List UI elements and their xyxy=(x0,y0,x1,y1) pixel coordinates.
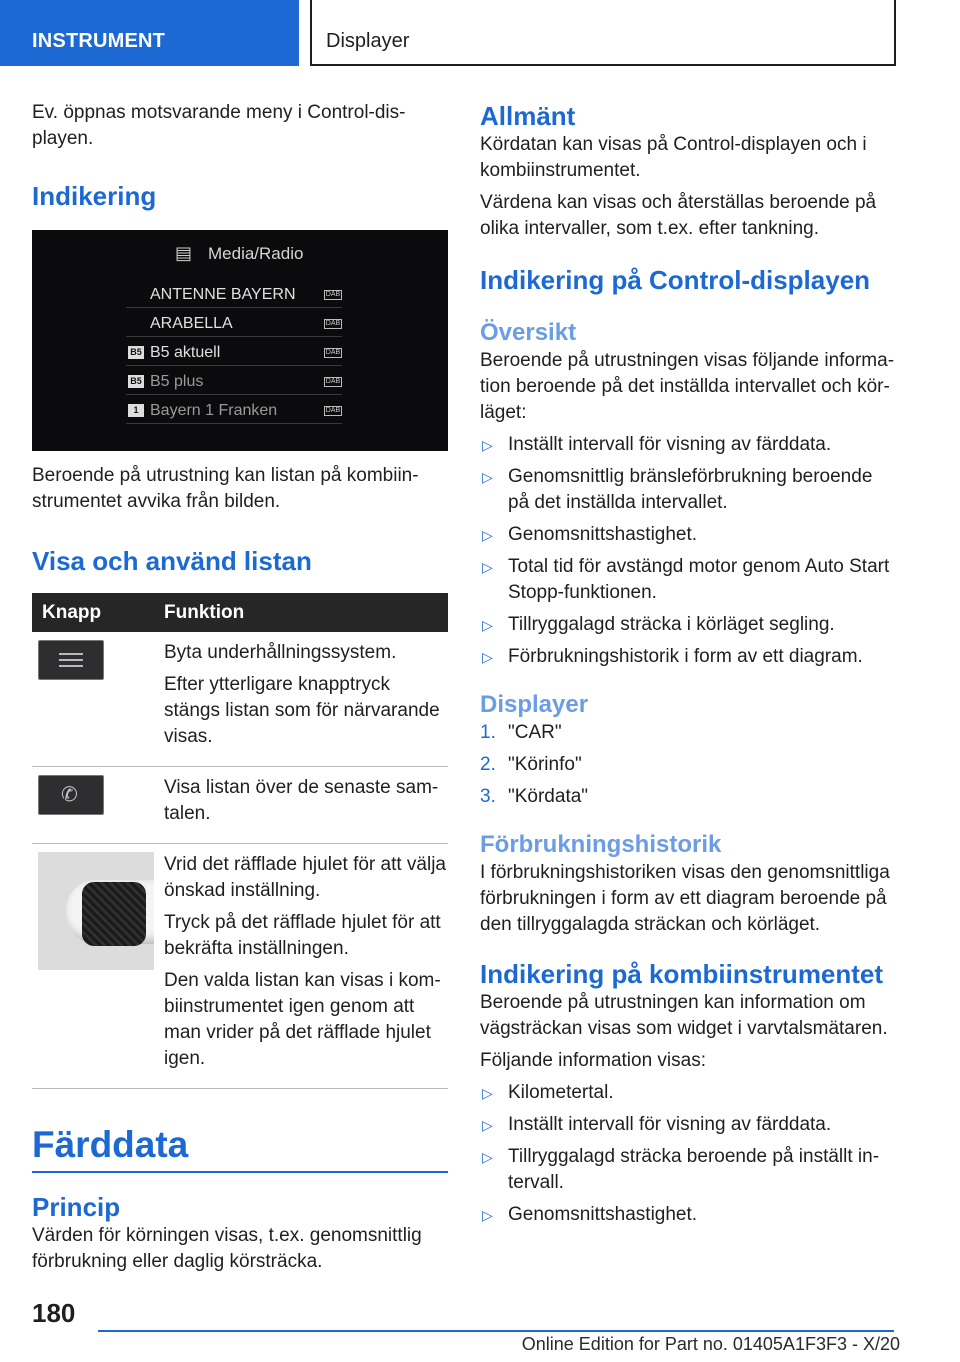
dab-badge: DAB xyxy=(325,407,341,414)
triangle-bullet-icon: ▷ xyxy=(482,527,493,543)
station-label: B5 plus xyxy=(150,373,204,390)
list-item-text: Kilometertal. xyxy=(508,1082,614,1103)
heading-farddata: Färddata xyxy=(32,1124,189,1165)
list-item-text: Genomsnittshastighet. xyxy=(508,524,698,545)
station-row xyxy=(126,282,342,308)
heading-oversikt: Översikt xyxy=(480,319,577,346)
triangle-bullet-icon: ▷ xyxy=(482,559,493,575)
step-number: 3. xyxy=(480,786,496,807)
row2-line1: Visa listan över de senaste samtalen. xyxy=(164,777,439,824)
allmant-paragraph-2: Värdena kan visas och återställas beroende på olika intervaller, som t.ex. efter tankning. xyxy=(480,192,877,239)
station-logo-icon: 1 xyxy=(128,404,144,417)
list-item xyxy=(480,1080,896,1106)
station-row xyxy=(126,311,342,337)
triangle-bullet-icon: ▷ xyxy=(482,437,493,453)
page-number: 180 xyxy=(32,1298,76,1328)
allmant-paragraph-1: Kördatan kan visas på Control-displayen och i kombiinstrumentet. xyxy=(480,134,867,181)
step-number: 1. xyxy=(480,722,496,743)
page-header-title: Displayer xyxy=(310,0,896,66)
controller-knob-icon xyxy=(38,852,154,970)
table-row xyxy=(32,767,448,844)
table-row xyxy=(32,844,448,1089)
media-radio-screenshot xyxy=(32,230,448,451)
oversikt-list xyxy=(480,432,896,670)
displayer-steps xyxy=(480,720,896,810)
step-item xyxy=(480,752,896,778)
list-item-text: Genomsnittlig bränsleförbrukning beroende på det inställda intervallet. xyxy=(508,466,873,513)
triangle-bullet-icon: ▷ xyxy=(482,1085,493,1101)
dab-badge: DAB xyxy=(325,349,341,356)
list-item xyxy=(480,644,896,670)
dab-badge: DAB xyxy=(325,291,341,298)
list-button-icon xyxy=(38,640,104,680)
station-label: ANTENNE BAYERN xyxy=(150,286,296,303)
footer-edition: Online Edition for Part no. 01405A1F3F3 - X/20 xyxy=(521,1334,900,1354)
list-item xyxy=(480,464,896,516)
station-logo-icon: B5 xyxy=(128,346,144,359)
dab-badge: DAB xyxy=(325,320,341,327)
screen-title: Media/Radio xyxy=(208,244,304,263)
step-item xyxy=(480,720,896,746)
table-row xyxy=(32,632,448,767)
list-item-text: Genomsnittshastighet. xyxy=(508,1204,698,1225)
heading-kombi: Indikering på kombiinstrumentet xyxy=(480,959,884,989)
triangle-bullet-icon: ▷ xyxy=(482,469,493,485)
list-item-text: Tillryggalagd sträcka beroende på inställt intervall. xyxy=(508,1146,880,1193)
section-tab: INSTRUMENT xyxy=(0,0,299,66)
footer-rule xyxy=(98,1330,894,1332)
list-item xyxy=(480,522,896,548)
row3-line3: Den valda listan kan visas i kombiinstrumentet igen genom att man vrider på det räfflade hjulet igen. xyxy=(164,970,441,1069)
oversikt-paragraph: Beroende på utrustningen visas följande information beroende på det inställda intervallet och körläget: xyxy=(480,350,895,423)
list-item-text: Inställt intervall för visning av färddata. xyxy=(508,434,832,455)
station-row xyxy=(126,398,342,424)
button-function-table xyxy=(32,593,448,1089)
intro-paragraph: Ev. öppnas motsvarande meny i Control-displayen. xyxy=(32,102,406,149)
kombi-list xyxy=(480,1080,896,1228)
list-item-text: Inställt intervall för visning av färddata. xyxy=(508,1114,832,1135)
row1-line1: Byta underhållningssystem. xyxy=(164,642,397,663)
heading-historik: Förbrukningshistorik xyxy=(480,831,722,858)
dab-badge: DAB xyxy=(325,378,341,385)
triangle-bullet-icon: ▷ xyxy=(482,1117,493,1133)
kombi-paragraph-2: Följande information visas: xyxy=(480,1050,706,1071)
station-row xyxy=(126,340,342,366)
row3-line1: Vrid det räfflade hjulet för att välja önskad inställning. xyxy=(164,854,446,901)
heading-control-display: Indikering på Control-displayen xyxy=(480,265,871,295)
triangle-bullet-icon: ▷ xyxy=(482,1207,493,1223)
heading-princip: Princip xyxy=(32,1192,121,1222)
kombi-paragraph-1: Beroende på utrustningen kan information om vägsträckan visas som widget i varvtalsmätaren. xyxy=(480,992,888,1039)
step-item xyxy=(480,784,896,810)
beroende-paragraph: Beroende på utrustning kan listan på kombiinstrumentet avvika från bilden. xyxy=(32,465,419,512)
step-text: "CAR" xyxy=(508,722,562,743)
heading-visa: Visa och använd listan xyxy=(32,546,312,576)
triangle-bullet-icon: ▷ xyxy=(482,1149,493,1165)
heading-allmant: Allmänt xyxy=(480,101,576,131)
heading-indikering: Indikering xyxy=(32,181,157,211)
list-item-text: Tillryggalagd sträcka i körläget segling. xyxy=(508,614,835,635)
triangle-bullet-icon: ▷ xyxy=(482,617,493,633)
historik-paragraph: I förbrukningshistoriken visas den genomsnittliga förbrukningen i form av ett diagram beroende på den tillryggalagda sträckan och körläget. xyxy=(480,862,890,935)
list-item-text: Total tid för avstängd motor genom Auto Start Stopp-funktionen. xyxy=(508,556,890,603)
phone-button-icon: ✆ xyxy=(38,775,104,815)
step-number: 2. xyxy=(480,754,496,775)
station-label: Bayern 1 Franken xyxy=(150,402,278,419)
row3-line2: Tryck på det räfflade hjulet för att bekräfta inställningen. xyxy=(164,912,441,959)
list-item xyxy=(480,554,896,606)
station-label: ARABELLA xyxy=(150,315,233,332)
station-logo-icon: B5 xyxy=(128,375,144,388)
radio-icon: ▤ xyxy=(175,243,193,263)
list-item-text: Förbrukningshistorik i form av ett diagram. xyxy=(508,646,863,667)
step-text: "Körinfo" xyxy=(508,754,582,775)
station-label: B5 aktuell xyxy=(150,344,221,361)
list-item xyxy=(480,1112,896,1138)
princip-paragraph: Värden för körningen visas, t.ex. genomsnittlig förbrukning eller daglig körsträcka. xyxy=(32,1225,422,1272)
left-column xyxy=(32,100,448,1281)
station-row xyxy=(126,369,342,395)
table-header-funktion: Funktion xyxy=(160,593,448,632)
list-item xyxy=(480,432,896,458)
right-column xyxy=(480,100,896,1234)
heading-displayer: Displayer xyxy=(480,691,589,718)
list-item xyxy=(480,1202,896,1228)
table-header-knapp: Knapp xyxy=(32,593,160,632)
row1-line2: Efter ytterligare knapptryck stängs listan som för närvarande visas. xyxy=(164,674,440,747)
list-item xyxy=(480,612,896,638)
step-text: "Kördata" xyxy=(508,786,589,807)
list-item xyxy=(480,1144,896,1196)
heading-rule xyxy=(32,1171,448,1173)
triangle-bullet-icon: ▷ xyxy=(482,649,493,665)
